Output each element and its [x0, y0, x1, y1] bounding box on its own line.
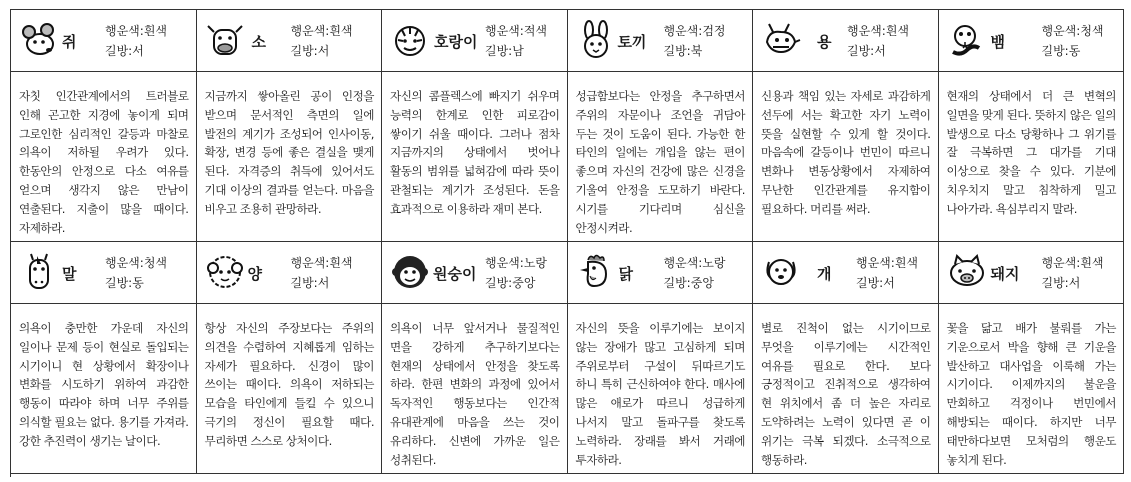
zodiac-header-ox: [197, 10, 383, 72]
zodiac-name: 뱀: [990, 33, 1005, 51]
lucky-direction: 서: [317, 44, 330, 58]
color-label: 행운색:: [485, 24, 524, 38]
fortune-info: [847, 21, 909, 61]
fortune-text: 현재의 상태에서 더 큰 변혁의 일면을 맞게 된다. 뜻하지 않은 일의 발생으로 다소 당황하나 그 위기를 잘 극복하면 그 대가를 기대 이상으로 찾을 수 있다. 기분에 치우치지 말고 침착하게 밀고 나아가라. 욕심부리지 말라.: [939, 72, 1125, 242]
direction-label: 길방:: [856, 276, 884, 290]
direction-label: 길방:: [663, 276, 691, 290]
zodiac-name: 말: [62, 265, 77, 283]
color-label: 행운색:: [856, 256, 895, 270]
lucky-color: 노랑: [523, 256, 548, 270]
direction-label: 길방:: [1041, 44, 1069, 58]
fortune-info: [291, 21, 353, 61]
fortune-info: [485, 21, 547, 61]
fortune-grid: [10, 9, 1124, 477]
color-label: 행운색:: [1041, 256, 1081, 270]
fortune-text: 자신의 콤플렉스에 빠지기 쉬우며 능력의 한계로 인한 피로감이 쌓이기 쉬울 때이다. 그러나 점차 지금까지의 상태에서 벗어나 활동의 범위를 넓혀감에 따라 뜻이 관철되는 계기가 조성된다. 돈을 효과적으로 이용하라 재미 본다.: [382, 72, 568, 242]
lucky-color: 흰색: [1080, 256, 1104, 270]
fortune-info: [664, 21, 726, 61]
ox-icon: [205, 20, 245, 60]
zodiac-name: 쥐: [62, 33, 77, 51]
color-label: 행운색:: [485, 256, 524, 270]
zodiac-name: 용: [817, 33, 832, 51]
direction-label: 길방:: [485, 276, 513, 290]
lucky-direction: 동: [132, 276, 144, 290]
fortune-info: [485, 253, 547, 293]
fortune-text: 의욕이 너무 앞서거나 물질적인 면을 강하게 추구하기보다는 현재의 상태에서 안정을 찾도록 하라. 한편 변화의 과정에 있어서 독자적인 행동보다는 인간적 유대관계에 마음을 쓰는 것이 유리하다. 신변에 가까운 일은 성취된다.: [382, 304, 568, 474]
fortune-text: 신용과 책임 있는 자세로 과감하게 선두에 서는 확고한 자기 노력이 뜻을 실현할 수 있게 할 것이다. 마음속에 갈등이나 번민이 따르니 변화나 변동상황에서 자제하여 무난한 인간관계를 유지함이 필요하다. 머리를 써라.: [753, 72, 939, 242]
direction-label: 길방:: [663, 44, 691, 58]
zodiac-header-horse: [11, 242, 197, 304]
zodiac-header-pig: [939, 242, 1125, 304]
color-label: 행운색:: [663, 24, 703, 38]
direction-label: 길방:: [105, 276, 133, 290]
direction-label: 길방:: [105, 44, 133, 58]
fortune-text: 자칫 인간관계에서의 트러블로 인해 곤고한 지경에 놓이게 되며 그로인한 심리적인 갈등과 마찰로 의욕이 저하될 우려가 있다. 한동안의 안정으로 다소 여유를 얻으며 생각지 않은 만남이 연출된다. 지출이 많을 때이다. 자제하라.: [11, 72, 197, 242]
zodiac-name: 닭: [618, 265, 633, 283]
lucky-direction: 서: [874, 44, 886, 58]
zodiac-header-rat: [11, 10, 197, 72]
zodiac-header-dragon: [753, 10, 939, 72]
zodiac-name: 소: [251, 33, 266, 51]
lucky-color: 흰색: [329, 24, 353, 38]
zodiac-header-monkey: [382, 242, 568, 304]
rabbit-icon: [576, 20, 616, 60]
fortune-info: [291, 253, 353, 293]
fortune-info: [1042, 253, 1104, 293]
lucky-color: 흰색: [894, 256, 919, 270]
zodiac-header-tiger: [382, 10, 568, 72]
zodiac-name: 토끼: [617, 33, 647, 51]
fortune-text: 항상 자신의 주장보다는 주위의 의견을 수렴하여 지혜롭게 임하는 자세가 필요하다. 신경이 많이 쓰이는 때이다. 의욕이 저하되는 모습을 타인에게 들킬 수 있으니 극기의 정신이 필요할 때다. 무리하면 스스로 상처이다.: [197, 304, 383, 474]
color-label: 행운색:: [290, 256, 330, 270]
pig-icon: [947, 252, 987, 292]
dog-icon: [761, 252, 801, 292]
lucky-direction: 서: [317, 276, 330, 290]
lucky-direction: 서: [132, 44, 144, 58]
fortune-text: 별로 진척이 없는 시기이므로 무엇을 이루기에는 시간적인 여유를 필요로 한다. 보다 긍정적이고 진취적으로 생각하여 현 위치에서 좀 더 높은 자리로 도약하려는 노력이 있다면 곧 이 위기는 극복 되겠다. 소극적으로 행동하라.: [753, 304, 939, 474]
fortune-text: 의욕이 충만한 가운데 자신의 일이나 문제 등이 현실로 돌입되는 시기이니 현 상황에서 확장이나 변화를 시도하기 위하여 과감한 행동이 따라야 하며 너무 주위를 의식할 필요는 없다. 용기를 가져라. 강한 추진력이 생기는 날이다.: [11, 304, 197, 474]
dragon-icon: [761, 20, 801, 60]
direction-label: 길방:: [485, 44, 513, 58]
lucky-color: 흰색: [143, 24, 168, 38]
lucky-direction: 남: [512, 44, 524, 58]
zodiac-name: 개: [817, 265, 832, 283]
fortune-text: 자신의 뜻을 이루기에는 보이지 않는 장애가 많고 고심하게 되며 주위로부터 구설이 뒤따르기도 하니 특히 근신하여야 한다. 매사에 많은 애로가 따르니 성급하게 나서지 말고 돌파구를 찾도록 노력하라. 장래를 봐서 거래에 투자하라.: [568, 304, 754, 474]
zodiac-header-rooster: [568, 242, 754, 304]
lucky-color: 흰색: [885, 24, 910, 38]
fortune-info: [1042, 21, 1104, 61]
lucky-direction: 동: [1068, 44, 1081, 58]
color-label: 행운색:: [663, 256, 703, 270]
direction-label: 길방:: [290, 276, 318, 290]
fortune-text: 지금까지 쌓아올린 공이 인정을 받으며 문서적인 측면의 일에 발전의 계기가 조성되어 인사이동, 확장, 변경 등에 좋은 결실을 맺게 된다. 자격증의 취득에 있어서도 기대 이상의 결과를 얻는다. 마음을 비우고 조용히 관망하라.: [197, 72, 383, 242]
direction-label: 길방:: [847, 44, 875, 58]
zodiac-name: 원숭이: [433, 265, 477, 283]
lucky-color: 검정: [702, 24, 726, 38]
zodiac-name: 양: [247, 265, 262, 283]
fortune-info: [664, 253, 726, 293]
lucky-direction: 서: [883, 276, 895, 290]
lucky-direction: 중앙: [512, 276, 536, 290]
lucky-color: 청색: [143, 256, 168, 270]
lucky-color: 흰색: [329, 256, 353, 270]
lucky-direction: 서: [1068, 276, 1081, 290]
color-label: 행운색:: [105, 24, 144, 38]
color-label: 행운색:: [847, 24, 886, 38]
fortune-text: 꽃을 닮고 배가 불뤄를 가는 기운으로서 박을 향해 큰 기운을 발산하고 대사업을 이룩해 가는 시기이다. 이제까지의 불운을 만회하고 걱정이나 번민에서 해방되는 때이다. 하지만 너무 태만하다보면 모처럼의 행운도 놓치게 된다.: [939, 304, 1125, 474]
rat-icon: [19, 20, 59, 60]
zodiac-header-dog: [753, 242, 939, 304]
monkey-icon: [390, 252, 430, 292]
lucky-color: 청색: [1080, 24, 1104, 38]
fortune-info: [105, 253, 167, 293]
direction-label: 길방:: [290, 44, 318, 58]
horse-icon: [19, 252, 59, 292]
lucky-color: 노랑: [702, 256, 726, 270]
sheep-icon: [205, 252, 245, 292]
zodiac-header-snake: [939, 10, 1125, 72]
snake-icon: [947, 20, 987, 60]
fortune-text: 성급함보다는 안정을 추구하면서 주위의 자문이나 조언을 귀담아 두는 것이 도움이 된다. 가능한 한 타인의 일에는 개입을 않는 편이 좋으며 자신의 건강에 많은 신경을 기울여 안정을 도모하기 바란다. 시기를 기다리며 심신을 안정시켜라.: [568, 72, 754, 242]
fortune-info: [856, 253, 918, 293]
zodiac-header-sheep: [197, 242, 383, 304]
zodiac-name: 돼지: [990, 265, 1020, 283]
fortune-info: [105, 21, 167, 61]
zodiac-name: 호랑이: [434, 33, 478, 51]
tiger-icon: [390, 20, 430, 60]
color-label: 행운색:: [105, 256, 144, 270]
direction-label: 길방:: [1041, 276, 1069, 290]
lucky-direction: 중앙: [690, 276, 714, 290]
zodiac-header-rabbit: [568, 10, 754, 72]
color-label: 행운색:: [1041, 24, 1081, 38]
lucky-direction: 북: [690, 44, 703, 58]
lucky-color: 적색: [523, 24, 548, 38]
rooster-icon: [576, 252, 616, 292]
color-label: 행운색:: [290, 24, 330, 38]
